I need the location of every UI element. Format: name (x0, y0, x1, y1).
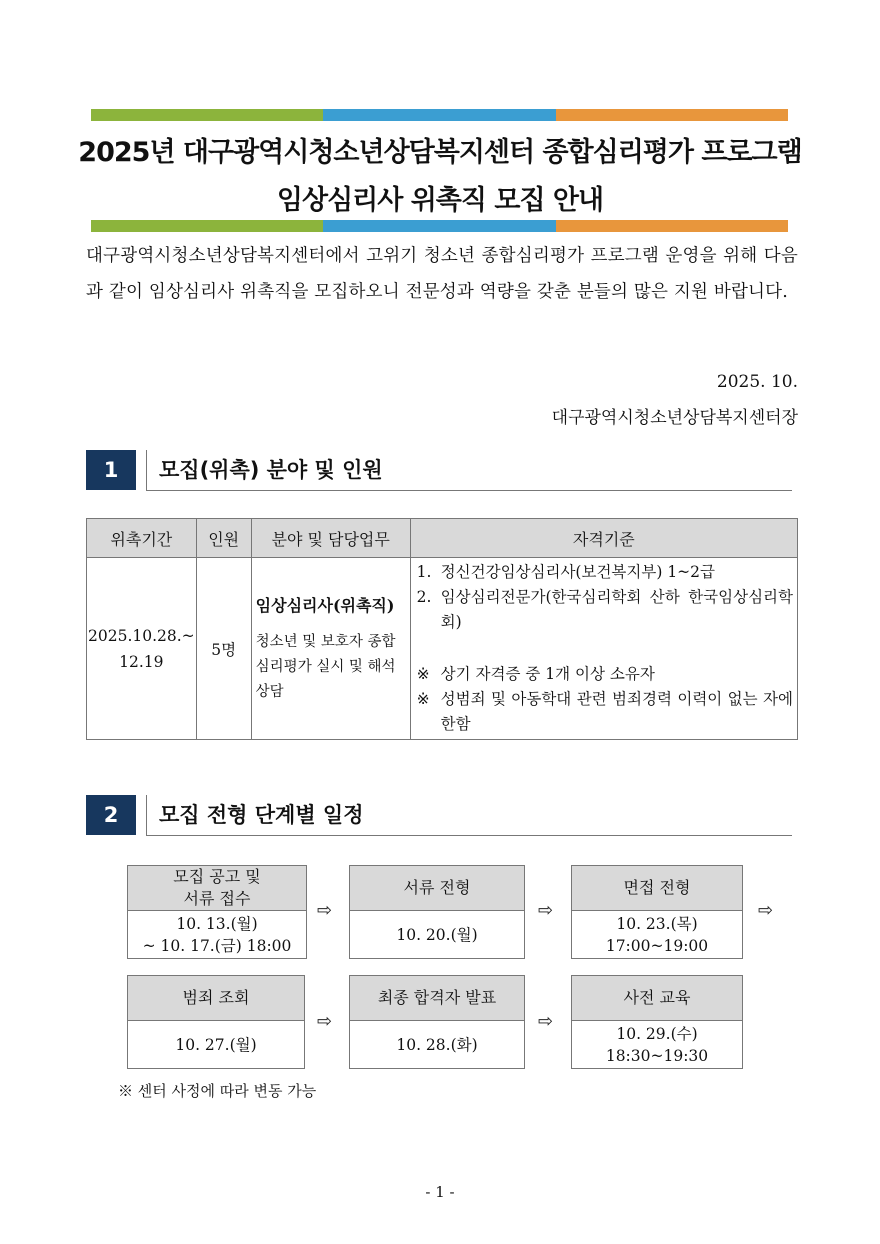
field-title: 임상심리사(위촉직) (255, 595, 395, 615)
notice-date: 2025. 10. (716, 372, 798, 392)
period-cell (87, 558, 197, 740)
step-box-document-review (349, 865, 525, 959)
step-label: 서류 전형 (350, 866, 524, 911)
list-item (417, 662, 793, 687)
note-text: 성범죄 및 아동학대 관련 범죄경력 이력이 없는 자에 한함 (440, 690, 793, 733)
arrow-right-icon: ⇨ (538, 1011, 554, 1032)
section-divider-h (146, 835, 792, 836)
arrow-right-icon: ⇨ (538, 900, 554, 921)
recruitment-table (86, 518, 798, 740)
section2-number: 2 (86, 795, 136, 835)
qualification-cell (410, 558, 797, 740)
section-divider-h (146, 490, 792, 491)
table-row (87, 558, 798, 740)
color-bar-orange (556, 109, 788, 121)
table-header-row (87, 519, 798, 558)
color-bar-green (91, 109, 323, 121)
color-bar-orange (556, 220, 788, 232)
count-cell: 5명 (196, 558, 251, 740)
qualification-text: 임상심리전문가(한국심리학회 산하 한국임상심리학회) (440, 588, 793, 631)
field-description: 청소년 및 보호자 종합심리평가 실시 및 해석상담 (255, 633, 396, 700)
schedule-note: ※ 센터 사정에 따라 변동 가능 (118, 1082, 317, 1100)
bottom-color-bar (91, 220, 788, 232)
step-date: 10. 27.(월) (175, 1035, 257, 1054)
top-color-bar (91, 109, 788, 121)
step-label: 최종 합격자 발표 (350, 976, 524, 1021)
arrow-right-icon: ⇨ (317, 1011, 333, 1032)
step-label: 모집 공고 및 서류 접수 (128, 866, 306, 911)
section-divider-v (146, 795, 147, 835)
intro-paragraph (86, 238, 798, 310)
color-bar-blue (323, 109, 555, 121)
section1-header (86, 450, 792, 490)
step-date: 10. 20.(월) (396, 925, 478, 944)
step-box-final-announcement (349, 975, 525, 1069)
header-period: 위촉기간 (87, 519, 197, 558)
step-label: 사전 교육 (572, 976, 742, 1021)
page-number: - 1 - (425, 1183, 455, 1201)
list-item (417, 560, 793, 585)
step-label: 범죄 조회 (128, 976, 304, 1021)
step-date: 10. 28.(화) (396, 1035, 478, 1054)
period-start: 2025.10.28.~ (88, 626, 195, 645)
step-date: 10. 23.(목) 17:00~19:00 (605, 914, 709, 955)
step-box-pre-training (571, 975, 743, 1069)
step-date: 10. 29.(수) 18:30~19:30 (605, 1024, 709, 1065)
color-bar-green (91, 220, 323, 232)
intro-text: 대구광역시청소년상담복지센터에서 고위기 청소년 종합심리평가 프로그램 운영을 위해 다음과 같이 임상심리사 위촉직을 모집하오니 전문성과 역량을 갖춘 분들의 많은 지원 바랍니다. (86, 246, 798, 302)
page-title-line1: 2025년 대구광역시청소년상담복지센터 종합심리평가 프로그램 (78, 137, 802, 168)
section-divider-v (146, 450, 147, 490)
list-marker: 2. (416, 588, 432, 606)
page-title-line2: 임상심리사 위촉직 모집 안내 (276, 185, 604, 216)
notice-issuer: 대구광역시청소년상담복지센터장 (551, 408, 798, 428)
section1-number: 1 (86, 450, 136, 490)
list-item (417, 687, 793, 737)
section2-header (86, 795, 792, 835)
section1-title: 모집(위촉) 분야 및 인원 (159, 458, 383, 482)
color-bar-blue (323, 220, 555, 232)
note-text: 상기 자격증 중 1개 이상 소유자 (440, 665, 655, 683)
step-date: 10. 13.(월) ~ 10. 17.(금) 18:00 (142, 914, 292, 955)
arrow-right-icon: ⇨ (317, 900, 333, 921)
header-field: 분야 및 담당업무 (251, 519, 410, 558)
field-cell (251, 558, 410, 740)
step-box-interview (571, 865, 743, 959)
header-qualification: 자격기준 (410, 519, 797, 558)
section2-title: 모집 전형 단계별 일정 (159, 803, 364, 827)
step-box-application (127, 865, 307, 959)
header-count: 인원 (196, 519, 251, 558)
arrow-right-icon: ⇨ (758, 900, 774, 921)
note-marker: ※ (416, 690, 430, 708)
list-marker: 1. (416, 563, 432, 581)
qualification-text: 정신건강임상심리사(보건복지부) 1~2급 (440, 563, 715, 581)
spacer (417, 635, 793, 662)
step-box-criminal-check (127, 975, 305, 1069)
period-end: 12.19 (119, 652, 164, 671)
step-label: 면접 전형 (572, 866, 742, 911)
note-marker: ※ (416, 665, 430, 683)
list-item (417, 585, 793, 635)
